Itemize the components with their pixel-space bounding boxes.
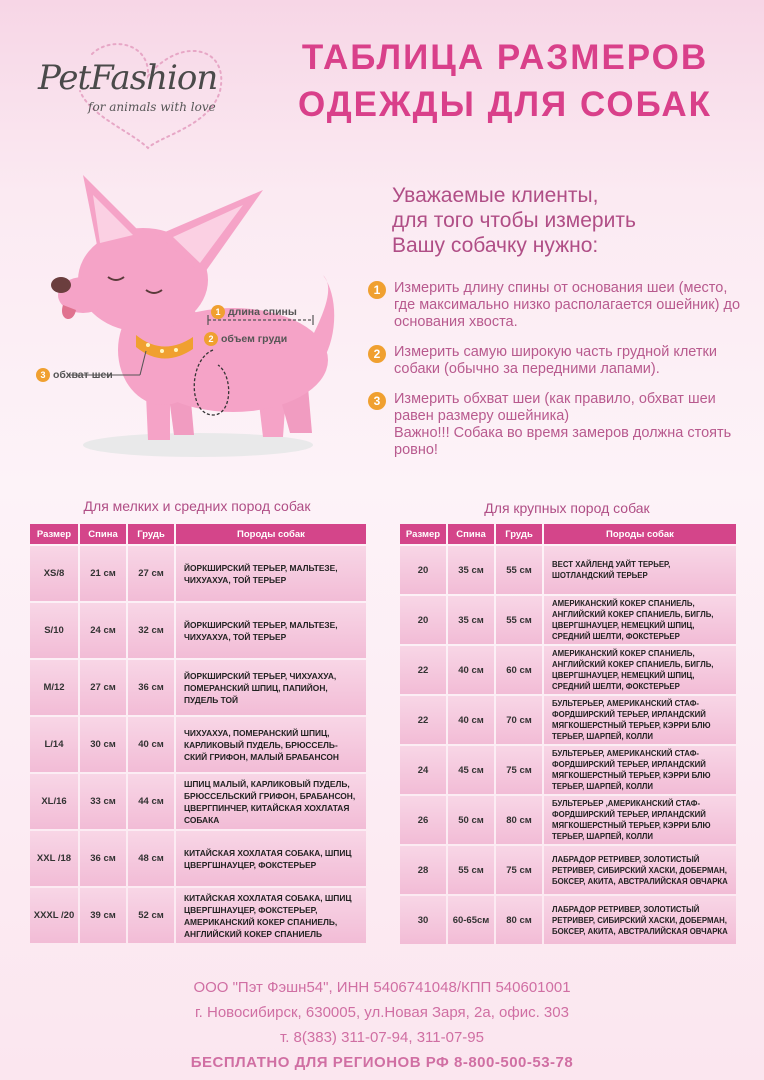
table-row — [400, 846, 736, 894]
breeds-cell: ЙОРКШИРСКИЙ ТЕРЬЕР, МАЛЬТЕЗЕ, ЧИХУАХУА, ТОЙ ТЕРЬЕР — [176, 546, 366, 601]
large-table-body — [400, 546, 736, 944]
chest-cell: 32 см — [128, 603, 174, 658]
size-cell: 20 — [400, 596, 446, 644]
chest-cell: 75 см — [496, 846, 542, 894]
chest-cell: 80 см — [496, 896, 542, 944]
breeds-cell: КИТАЙСКАЯ ХОХЛАТАЯ СОБАКА, ШПИЦ ЦВЕРГШНАУЦЕР, ФОКСТЕРЬЕР, АМЕРИКАНСКИЙ КОКЕР СПАНИЕЛЬ, АНГЛИЙСКИЙ КОКЕР СПАНИЕЛЬ — [176, 888, 366, 943]
logo-brand: PetFashion — [38, 58, 218, 98]
chest-cell: 36 см — [128, 660, 174, 715]
chest-cell: 44 см — [128, 774, 174, 829]
breeds-cell: ЛАБРАДОР РЕТРИВЕР, ЗОЛОТИСТЫЙ РЕТРИВЕР, СИБИРСКИЙ ХАСКИ, ДОБЕРМАН, БОКСЕР, АКИТА, АВСТРАЛИЙСКАЯ ОВЧАРКА — [544, 896, 736, 944]
chest-cell: 27 см — [128, 546, 174, 601]
size-cell: 26 — [400, 796, 446, 844]
breeds-cell: БУЛЬТЕРЬЕР, АМЕРИКАНСКИЙ СТАФ-ФОРДШИРСКИЙ ТЕРЬЕР, ИРЛАНДСКИЙ МЯГКОШЕРСТНЫЙ ТЕРЬЕР, КЭРРИ БЛЮ ТЕРЬЕР, ШАРПЕЙ, КОЛЛИ — [544, 696, 736, 744]
breeds-cell: АМЕРИКАНСКИЙ КОКЕР СПАНИЕЛЬ, АНГЛИЙСКИЙ КОКЕР СПАНИЕЛЬ, БИГЛЬ, ЦВЕРГШНАУЦЕР, НЕМЕЦКИЙ ШПИЦ, СРЕДНИЙ ШЕЛТИ, ФОКСТЕРЬЕР — [544, 596, 736, 644]
table-row — [400, 746, 736, 794]
table-row — [400, 646, 736, 694]
page-title — [270, 34, 740, 128]
size-cell: XXXL /20 — [30, 888, 78, 943]
size-cell: XS/8 — [30, 546, 78, 601]
back-cell: 40 см — [448, 646, 494, 694]
dog-illustration — [28, 165, 368, 465]
back-cell: 40 см — [448, 696, 494, 744]
step-3-text: Измерить обхват шеи (как правило, обхват шеи равен размеру ошейника) — [394, 391, 716, 424]
chest-text: объем груди — [221, 332, 288, 345]
logo-tagline: for animals with love — [88, 100, 216, 114]
footer-address: г. Новосибирск, 630005, ул.Новая Заря, 2а, офис. 303 — [195, 1004, 569, 1021]
size-cell: M/12 — [30, 660, 78, 715]
step-1-text: Измерить длину спины от основания шеи (место, где максимально низко располагается ошейник) до основания хвоста. — [394, 280, 741, 330]
back-length-label — [211, 305, 297, 319]
chest-cell: 40 см — [128, 717, 174, 772]
intro-text — [392, 183, 732, 258]
table-row — [400, 546, 736, 594]
back-cell: 21 см — [80, 546, 126, 601]
chest-number-badge: 2 — [204, 332, 218, 346]
size-cell: 20 — [400, 546, 446, 594]
back-cell: 35 см — [448, 546, 494, 594]
small-header-size: Размер — [30, 524, 78, 544]
size-cell: XL/16 — [30, 774, 78, 829]
size-cell: 30 — [400, 896, 446, 944]
back-cell: 36 см — [80, 831, 126, 886]
breeds-cell: ЙОРКШИРСКИЙ ТЕРЬЕР, ЧИХУАХУА, ПОМЕРАНСКИЙ ШПИЦ, ПАПИЙОН, ПУДЕЛЬ ТОЙ — [176, 660, 366, 715]
size-cell: 28 — [400, 846, 446, 894]
chest-cell: 48 см — [128, 831, 174, 886]
table-row — [400, 896, 736, 944]
step-3-badge: 3 — [368, 392, 386, 410]
table-row — [400, 596, 736, 644]
table-row — [30, 546, 366, 601]
step-2 — [368, 344, 748, 378]
step-3 — [368, 391, 748, 459]
neck-text: обхват шеи — [53, 368, 113, 381]
table-row — [400, 696, 736, 744]
large-breeds-table — [398, 522, 738, 946]
small-table-title: Для мелких и средних пород собак — [83, 498, 311, 514]
size-cell: XXL /18 — [30, 831, 78, 886]
measurement-steps — [368, 280, 748, 472]
title-line-1: ТАБЛИЦА РАЗМЕРОВ — [301, 38, 709, 77]
chest-cell: 52 см — [128, 888, 174, 943]
back-cell: 35 см — [448, 596, 494, 644]
step-2-badge: 2 — [368, 345, 386, 363]
footer-phone: т. 8(383) 311-07-94, 311-07-95 — [280, 1029, 484, 1046]
step-3-note: Важно!!! Собака во время замеров должна стоять ровно! — [394, 425, 732, 458]
table-row — [30, 603, 366, 658]
footer — [0, 975, 764, 1075]
small-header-breeds: Породы собак — [176, 524, 366, 544]
petfashion-logo — [30, 36, 260, 146]
breeds-cell: ЛАБРАДОР РЕТРИВЕР, ЗОЛОТИСТЫЙ РЕТРИВЕР, СИБИРСКИЙ ХАСКИ, ДОБЕРМАН, БОКСЕР, АКИТА, АВСТРАЛИЙСКАЯ ОВЧАРКА — [544, 846, 736, 894]
breeds-cell: ЙОРКШИРСКИЙ ТЕРЬЕР, МАЛЬТЕЗЕ, ЧИХУАХУА, ТОЙ ТЕРЬЕР — [176, 603, 366, 658]
chihuahua-image — [28, 165, 368, 465]
size-cell: 22 — [400, 646, 446, 694]
breeds-cell: ШПИЦ МАЛЫЙ, КАРЛИКОВЫЙ ПУДЕЛЬ, БРЮССЕЛЬСКИЙ ГРИФОН, БРАБАНСОН, ЦВЕРГПИНЧЕР, КИТАЙСКАЯ ХОХЛАТАЯ СОБАКА — [176, 774, 366, 829]
back-cell: 55 см — [448, 846, 494, 894]
size-cell: S/10 — [30, 603, 78, 658]
small-header-chest: Грудь — [128, 524, 174, 544]
table-row — [30, 831, 366, 886]
large-header-breeds: Породы собак — [544, 524, 736, 544]
table-row — [30, 774, 366, 829]
neck-label — [36, 368, 113, 382]
back-cell: 45 см — [448, 746, 494, 794]
chest-cell: 55 см — [496, 596, 542, 644]
small-header-back: Спина — [80, 524, 126, 544]
large-header-size: Размер — [400, 524, 446, 544]
size-cell: 24 — [400, 746, 446, 794]
intro-line-3: Вашу собачку нужно: — [392, 234, 599, 257]
back-cell: 33 см — [80, 774, 126, 829]
table-row — [30, 717, 366, 772]
table-row — [30, 888, 366, 943]
breeds-cell: ВЕСТ ХАЙЛЕНД УАЙТ ТЕРЬЕР, ШОТЛАНДСКИЙ ТЕРЬЕР — [544, 546, 736, 594]
large-header-chest: Грудь — [496, 524, 542, 544]
size-cell: 22 — [400, 696, 446, 744]
footer-free-phone: БЕСПЛАТНО ДЛЯ РЕГИОНОВ РФ 8-800-500-53-78 — [190, 1054, 574, 1071]
breeds-cell: АМЕРИКАНСКИЙ КОКЕР СПАНИЕЛЬ, АНГЛИЙСКИЙ КОКЕР СПАНИЕЛЬ, БИГЛЬ, ЦВЕРГШНАУЦЕР, НЕМЕЦКИЙ ШПИЦ, СРЕДНИЙ ШЕЛТИ, ФОКСТЕРЬЕР — [544, 646, 736, 694]
table-row — [400, 796, 736, 844]
step-2-text: Измерить самую широкую часть грудной клетки собаки (обычно за передними лапами). — [394, 344, 717, 377]
back-cell: 60-65см — [448, 896, 494, 944]
small-table-body — [30, 546, 366, 943]
title-line-2: ОДЕЖДЫ ДЛЯ СОБАК — [297, 85, 713, 124]
large-header-back: Спина — [448, 524, 494, 544]
breeds-cell: КИТАЙСКАЯ ХОХЛАТАЯ СОБАКА, ШПИЦ ЦВЕРГШНАУЦЕР, ФОКСТЕРЬЕР — [176, 831, 366, 886]
back-cell: 50 см — [448, 796, 494, 844]
back-length-text: длина спины — [228, 305, 297, 318]
back-number-badge: 1 — [211, 305, 225, 319]
breeds-cell: БУЛЬТЕРЬЕР ,АМЕРИКАНСКИЙ СТАФ-ФОРДШИРСКИЙ ТЕРЬЕР, ИРЛАНДСКИЙ МЯГКОШЕРСТНЫЙ ТЕРЬЕР, КЭРРИ БЛЮ ТЕРЬЕР, ШАРПЕЙ, КОЛЛИ — [544, 796, 736, 844]
back-cell: 27 см — [80, 660, 126, 715]
chest-cell: 55 см — [496, 546, 542, 594]
step-1-badge: 1 — [368, 281, 386, 299]
chest-cell: 70 см — [496, 696, 542, 744]
step-1 — [368, 280, 748, 331]
chest-cell: 75 см — [496, 746, 542, 794]
intro-line-2: для того чтобы измерить — [392, 209, 636, 232]
intro-line-1: Уважаемые клиенты, — [392, 184, 599, 207]
breeds-cell: ЧИХУАХУА, ПОМЕРАНСКИЙ ШПИЦ, КАРЛИКОВЫЙ ПУДЕЛЬ, БРЮССЕЛЬ-СКИЙ ГРИФОН, МАЛЫЙ БРАБАНСОН — [176, 717, 366, 772]
large-table-title: Для крупных пород собак — [484, 500, 650, 516]
footer-company: ООО "Пэт Фэшн54", ИНН 5406741048/КПП 540601001 — [193, 979, 571, 996]
small-breeds-table — [28, 522, 368, 945]
breeds-cell: БУЛЬТЕРЬЕР, АМЕРИКАНСКИЙ СТАФ-ФОРДШИРСКИЙ ТЕРЬЕР, ИРЛАНДСКИЙ МЯГКОШЕРСТНЫЙ ТЕРЬЕР, КЭРРИ БЛЮ ТЕРЬЕР, ШАРПЕЙ, КОЛЛИ — [544, 746, 736, 794]
neck-number-badge: 3 — [36, 368, 50, 382]
back-cell: 39 см — [80, 888, 126, 943]
small-table-header-row — [30, 524, 366, 544]
chest-cell: 60 см — [496, 646, 542, 694]
large-table-header-row — [400, 524, 736, 544]
chest-cell: 80 см — [496, 796, 542, 844]
chest-label — [204, 332, 287, 346]
size-cell: L/14 — [30, 717, 78, 772]
back-cell: 30 см — [80, 717, 126, 772]
table-row — [30, 660, 366, 715]
back-cell: 24 см — [80, 603, 126, 658]
